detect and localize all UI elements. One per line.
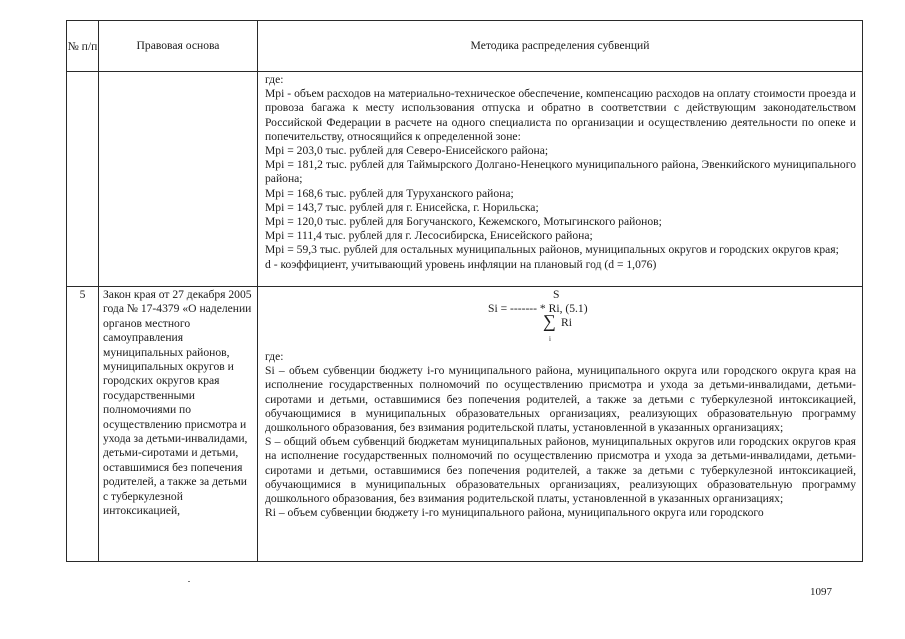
method-line: Si – объем субвенции бюджету i-го муниципального района, муниципального округа или городского округа края на исполнение государственных полномочий по осуществлению присмотра и ухода за детьми-инвалидами, детьми-сиротами и детьми, оставшимися без попечения родителей, а также за детьми с туберкулезной интоксикацией, обучающимися в муниципальных образовательных организациях, реализующих образовательную программу дошкольного образования, без взимания родительской платы, установленной в указанных организациях;: [265, 364, 856, 435]
legal-basis-text: Закон края от 27 декабря 2005 года № 17-4379 «О наделении органов местного самоуправления муниципальных районов, муниципальных округов и городских округов края государственными полномочиями по осуществлению присмотра и ухода за детьми-инвалидами, детьми-сиротами и детьми, оставшимися без попечения родителей, а также за детьми с туберкулезной интоксикацией,: [99, 287, 258, 562]
method-line: где:: [265, 350, 284, 363]
method-line: Мpi = 120,0 тыс. рублей для Богучанского, Кежемского, Мотыгинского районов;: [265, 215, 662, 229]
table-header-row: [67, 21, 863, 72]
formula-denominator: Ri: [561, 316, 572, 329]
header-methodology: Методика распределения субвенций: [258, 21, 863, 72]
table-row: [67, 72, 863, 287]
method-line: Ri – объем субвенции бюджету i-го муниципального района, муниципального округа или городского: [265, 506, 764, 520]
method-line: Мpi - объем расходов на материально-техническое обеспечение, компенсацию расходов на оплату стоимости проезда и провоза багажа к месту использования отпуска и обратно в соответствии с действующим законодательством Российской Федерации в расчете на одного специалиста по организации и осуществлению деятельности по опеке и попечительству, относящийся к определенной зоне:: [265, 87, 856, 143]
method-line: Мpi = 168,6 тыс. рублей для Туруханского района;: [265, 186, 514, 200]
methodology-table: [66, 20, 863, 562]
table-row: [67, 287, 863, 562]
header-legal-basis: Правовая основа: [99, 21, 258, 72]
row-prev-number-cell: [67, 72, 99, 287]
method-line: Мpi = 59,3 тыс. рублей для остальных муниципальных районов, муниципальных округов и городских округов края;: [265, 243, 839, 257]
row5-method-cell: [258, 287, 863, 562]
header-number: № п/п: [67, 21, 99, 72]
formula-numerator: S: [553, 288, 560, 301]
method-line: d - коэффициент, учитывающий уровень инфляции на плановый год (d = 1,076): [265, 257, 657, 271]
method-line: S – общий объем субвенций бюджетам муниципальных районов, муниципальных округов или городских округов края на исполнение государственных полномочий по осуществлению присмотра и ухода за детьми-инвалидами, детьми-сиротами и детьми, оставшимися без попечения родителей, а также за детьми с туберкулезной интоксикацией, обучающимися в муниципальных образовательных организациях, реализующих образовательную программу дошкольного образования, без взимания родительской платы, установленной в указанных организациях;: [265, 435, 856, 506]
method-line: где:: [265, 73, 284, 86]
sigma-symbol: ∑: [543, 311, 556, 331]
formula-main: Si = ------- * Ri, (5.1): [488, 302, 588, 315]
row-prev-method-cell: [258, 72, 863, 287]
method-line: Мpi = 111,4 тыс. рублей для г. Лесосибирска, Енисейского района;: [265, 229, 593, 243]
method-line: Мpi = 181,2 тыс. рублей для Таймырского Долгано-Ненецкого муниципального района, Эвенкийского муниципального района;: [265, 158, 856, 186]
method-line: Мpi = 203,0 тыс. рублей для Северо-Енисейского района;: [265, 144, 549, 158]
method-line: Мpi = 143,7 тыс. рублей для г. Енисейска, г. Норильска;: [265, 200, 539, 214]
scan-speck: [188, 581, 190, 582]
formula-5-1: [265, 288, 856, 350]
row-prev-basis-cell: [99, 72, 258, 287]
formula-subscript: i: [549, 335, 551, 343]
row-number: 5: [67, 287, 99, 562]
page-number: 1097: [810, 586, 832, 598]
